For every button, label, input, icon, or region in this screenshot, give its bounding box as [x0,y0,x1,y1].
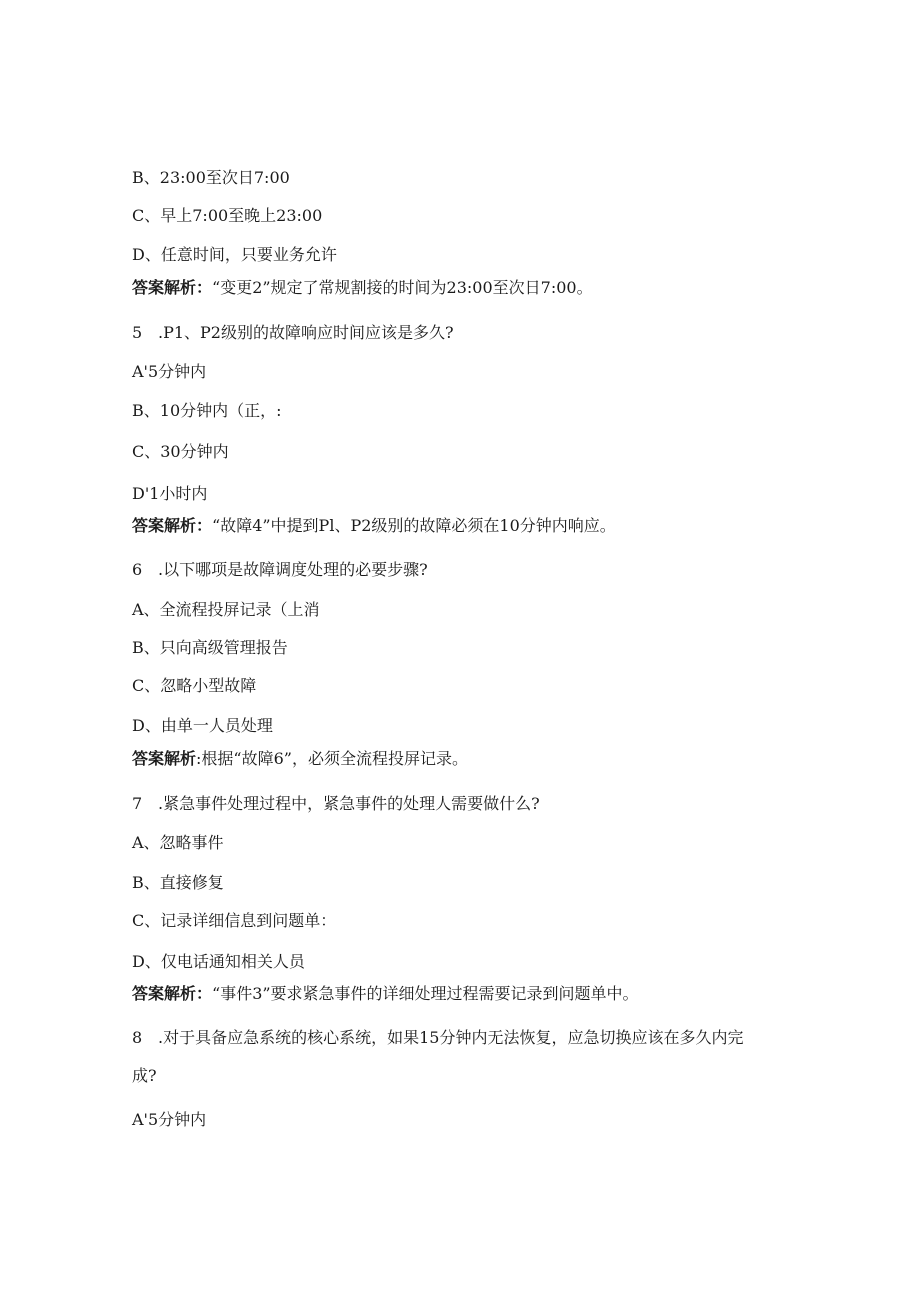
answer-text: “事件3”要求紧急事件的详细处理过程需要记录到问题单中。 [212,984,639,1003]
option-text: B、直接修复 [132,873,224,892]
answer-line [132,749,468,769]
option-line [132,600,320,620]
question-text: .以下哪项是故障调度处理的必要步骤? [158,560,428,579]
option-text: C、早上7:00至晚上23:00 [132,206,323,225]
option-line [132,716,273,736]
option-line [132,442,229,462]
option-line [132,873,224,893]
answer-label: 答案解析 [132,749,197,768]
question-line [132,323,454,343]
option-text: A'5分钟内 [132,1110,207,1129]
question-line [132,1028,743,1048]
option-text: D'1小时内 [132,484,208,503]
option-line [132,833,224,853]
option-text: A、忽略事件 [132,833,224,852]
option-text: D、由单一人员处理 [132,716,273,735]
answer-line [132,516,616,536]
answer-text: “故障4”中提到Pl、P2级别的故障必须在10分钟内响应。 [212,516,616,535]
option-line [132,362,206,382]
option-text: C、记录详细信息到问题单： [132,911,337,930]
option-line [132,168,290,188]
question-text: .对于具备应急系统的核心系统，如果15分钟内无法恢复，应急切换应该在多久内完 [158,1028,744,1047]
option-text: B、10分钟内（正，: [132,401,282,420]
answer-line [132,984,639,1004]
option-text: A'5分钟内 [132,362,207,381]
option-text: B、只向高级管理报告 [132,638,288,657]
option-line [132,206,322,226]
option-line [132,401,282,421]
option-line [132,911,336,931]
option-text: D、仅电话通知相关人员 [132,952,305,971]
question-text: 成? [132,1066,157,1085]
question-number: 8 [132,1028,143,1047]
option-text: D、任意时间，只要业务允许 [132,245,337,264]
question-line [132,560,428,580]
question-continuation [132,1066,157,1086]
answer-label: 答案解析： [132,984,213,1003]
option-line [132,638,288,658]
option-text: B、23:00至次日7:00 [132,168,290,187]
question-number: 5 [132,323,143,342]
answer-label: 答案解析： [132,516,213,535]
question-text: .P1、P2级别的故障响应时间应该是多久? [158,323,454,342]
option-line [132,245,337,265]
answer-text: :根据“故障6”，必须全流程投屏记录。 [196,749,468,768]
option-text: C、30分钟内 [132,442,229,461]
option-line [132,1110,206,1130]
question-number: 6 [132,560,143,579]
question-text: .紧急事件处理过程中，紧急事件的处理人需要做什么? [158,794,540,813]
answer-text: “变更2”规定了常规割接的时间为23:00至次日7:00。 [212,278,593,297]
option-text: C、忽略小型故障 [132,676,257,695]
question-line [132,794,540,814]
option-line [132,484,207,504]
option-line [132,676,256,696]
answer-line [132,278,593,298]
option-text: A、全流程投屏记录（上消 [132,600,320,619]
answer-label: 答案解析： [132,278,213,297]
question-number: 7 [132,794,143,813]
option-line [132,952,305,972]
